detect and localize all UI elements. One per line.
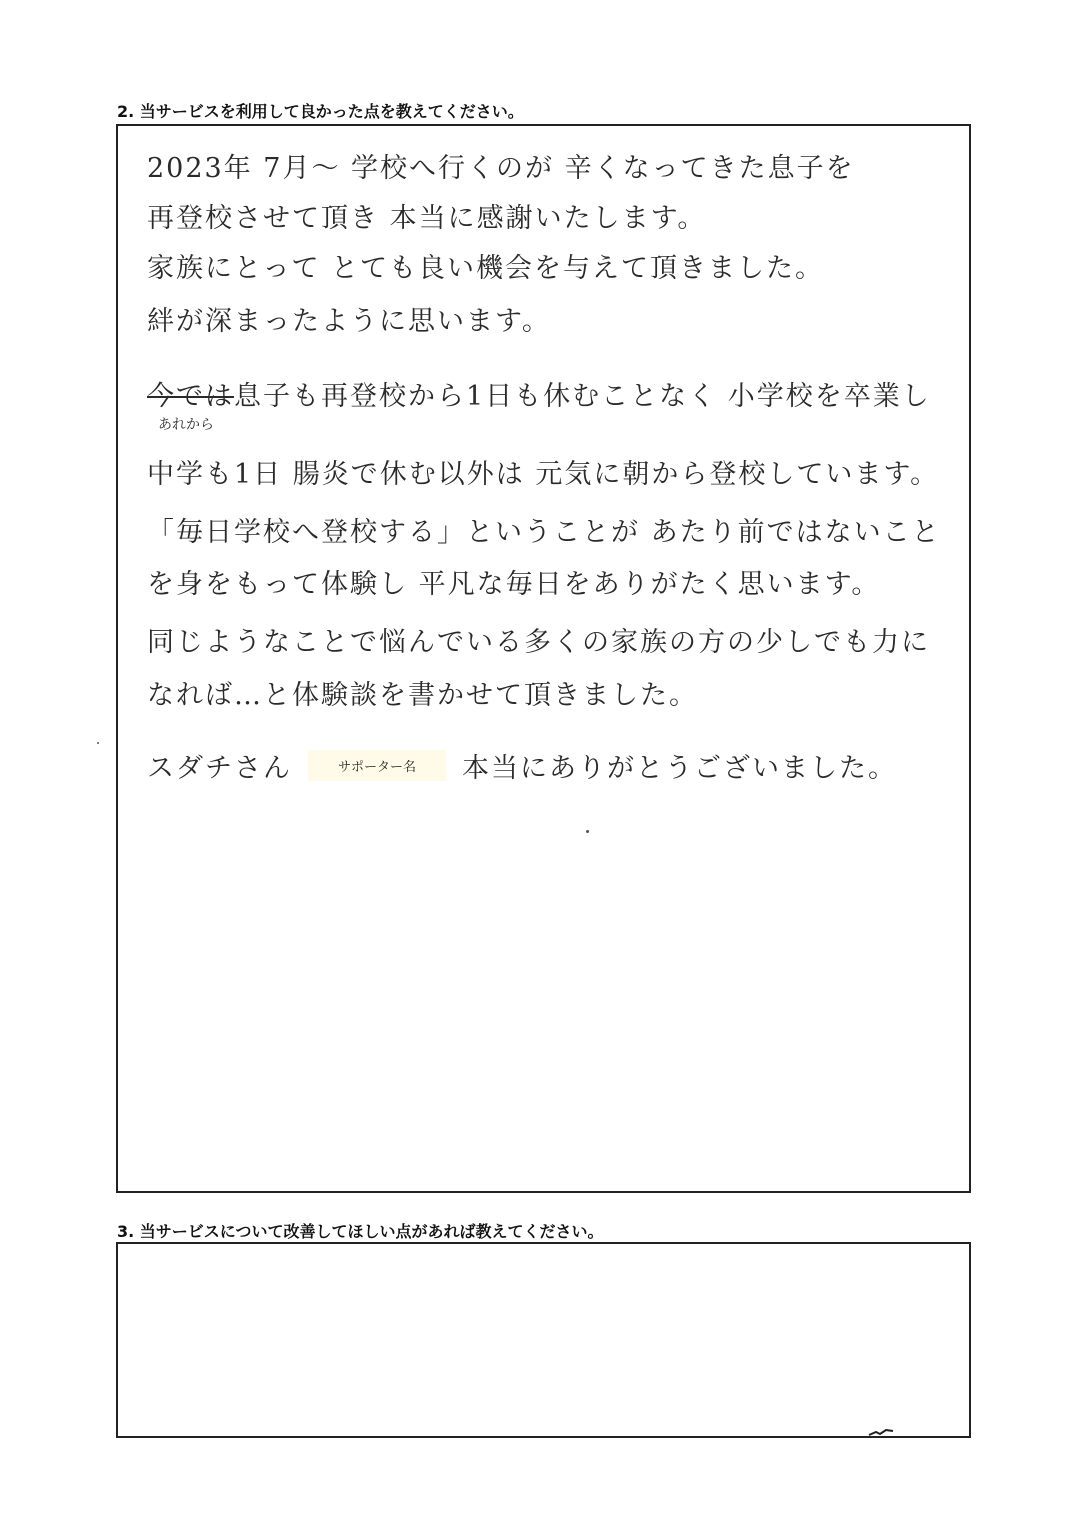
- scan-speck: [586, 830, 589, 833]
- scan-mark: [868, 1428, 894, 1438]
- question-2-label: 2. 当サービスを利用して良かった点を教えてください。: [117, 102, 524, 121]
- answer-2-line-8: を身をもって体験し 平凡な毎日をありがたく思います。: [147, 569, 881, 600]
- answer-2-line-4: 絆が深まったように思います。: [147, 306, 551, 337]
- answer-2-line-7: 「毎日学校へ登校する」ということが あたり前ではないこと: [147, 517, 941, 548]
- answer-3-box: [116, 1242, 971, 1438]
- answer-2-line-5-text: 息子も再登校から1日も休むことなく 小学校を卒業し: [234, 381, 931, 412]
- closing-line: [147, 746, 897, 785]
- insertion-note: あれから: [158, 417, 214, 433]
- answer-2-line-5: [147, 374, 931, 413]
- answer-2-line-9: 同じようなことで悩んでいる多くの家族の方の少しでも力に: [147, 627, 930, 658]
- closing-post: 本当にありがとうございました。: [462, 753, 898, 784]
- redacted-supporter-name: サポーター名: [308, 750, 446, 781]
- answer-2-line-3: 家族にとって とても良い機会を与えて頂きました。: [147, 253, 825, 284]
- struck-out-text: 今では: [147, 381, 234, 412]
- scan-speck: [97, 742, 99, 744]
- answer-2-line-10: なれば…と体験談を書かせて頂きました。: [147, 680, 698, 711]
- question-3-label: 3. 当サービスについて改善してほしい点があれば教えてください。: [117, 1222, 604, 1241]
- answer-2-line-6: 中学も1日 腸炎で休む以外は 元気に朝から登校しています。: [147, 459, 940, 490]
- answer-2-line-2: 再登校させて頂き 本当に感謝いたします。: [147, 203, 707, 234]
- closing-pre: スダチさん: [147, 753, 292, 784]
- answer-2-line-1: 2023年 7月～ 学校へ行くのが 辛くなってきた息子を: [147, 153, 855, 184]
